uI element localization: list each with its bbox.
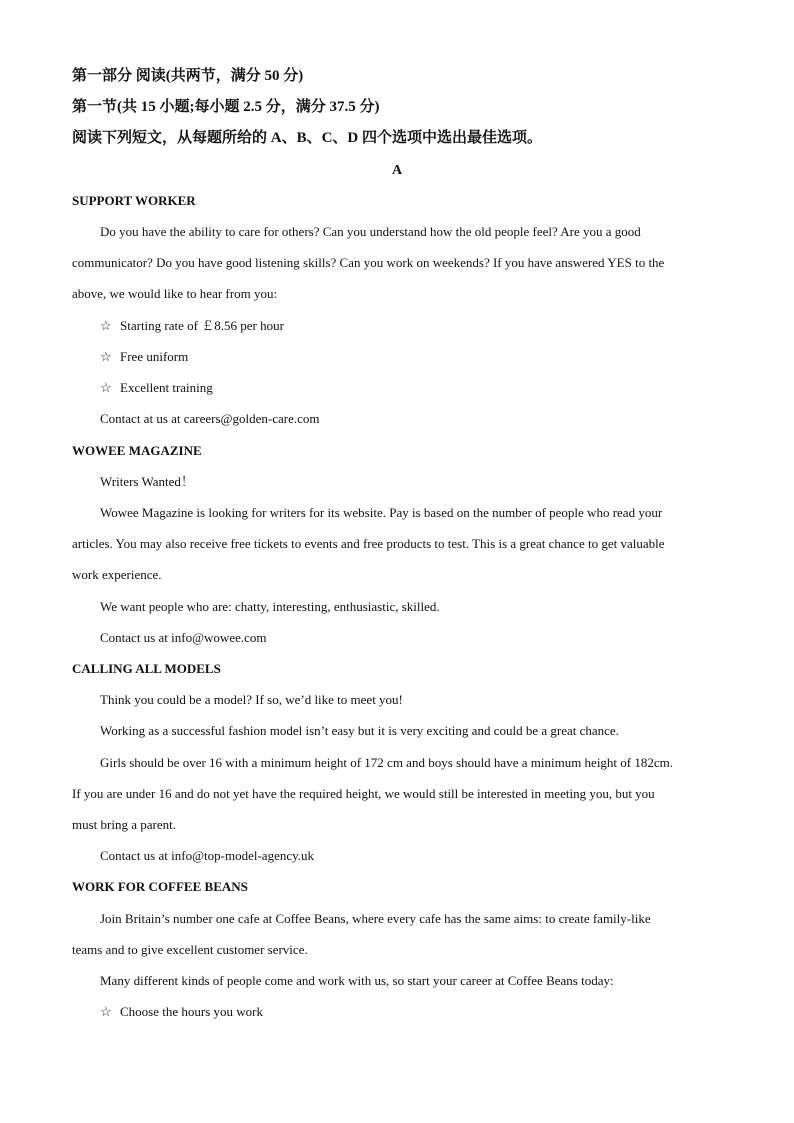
wowee-paragraph-line: Wowee Magazine is looking for writers for its website. Pay is based on the number of people who read your	[100, 505, 663, 520]
support-paragraph-line: above, we would like to hear from you:	[72, 286, 278, 301]
wowee-paragraph-line: articles. You may also receive free tickets to events and free products to test. This is a great chance to get valuable	[72, 536, 665, 551]
models-line: Think you could be a model? If so, we’d like to meet you!	[100, 692, 403, 707]
support-paragraph-line: Do you have the ability to care for others? Can you understand how the old people feel? Are you a good	[100, 224, 641, 239]
instructions: 阅读下列短文，从每题所给的 A、B、C、D 四个选项中选出最佳选项。	[72, 130, 543, 146]
wowee-contact: Contact us at info@wowee.com	[100, 630, 267, 645]
wowee-subtitle: Writers Wanted！	[100, 474, 194, 489]
coffee-paragraph-line: Many different kinds of people come and work with us, so start your career at Coffee Beans today:	[100, 973, 614, 988]
support-list-item: ☆ Starting rate of ￡8.56 per hour	[100, 318, 284, 333]
coffee-paragraph-line: Join Britain’s number one cafe at Coffee Beans, where every cafe has the same aims: to create family-like	[100, 911, 651, 926]
models-title: CALLING ALL MODELS	[72, 661, 221, 676]
star-bullet-icon: ☆	[100, 349, 112, 364]
support-list-item: ☆ Free uniform	[100, 349, 189, 364]
star-bullet-icon: ☆	[100, 380, 112, 395]
coffee-list-item: ☆ Choose the hours you work	[100, 1004, 263, 1019]
models-paragraph-line: Girls should be over 16 with a minimum height of 172 cm and boys should have a minimum height of 182cm.	[100, 755, 674, 770]
wowee-paragraph-line: work experience.	[72, 567, 162, 582]
support-list-item: ☆ Excellent training	[100, 380, 213, 395]
star-bullet-icon: ☆	[100, 318, 112, 333]
wowee-magazine-title: WOWEE MAGAZINE	[72, 443, 202, 458]
wowee-requirements: We want people who are: chatty, interesting, enthusiastic, skilled.	[100, 599, 440, 614]
models-contact: Contact us at info@top-model-agency.uk	[100, 848, 315, 863]
section-heading-section-one: 第一节(共 15 小题;每小题 2.5 分，满分 37.5 分)	[72, 99, 380, 115]
passage-letter: A	[391, 163, 403, 178]
coffee-beans-title: WORK FOR COFFEE BEANS	[72, 879, 248, 894]
support-contact: Contact at us at careers@golden-care.com	[100, 411, 320, 426]
support-worker-title: SUPPORT WORKER	[72, 193, 196, 208]
support-paragraph-line: communicator? Do you have good listening skills? Can you work on weekends? If you have answered YES to the	[72, 255, 665, 270]
models-paragraph-line: If you are under 16 and do not yet have the required height, we would still be interested in meeting you, but you	[72, 786, 655, 801]
section-heading-part-one: 第一部分 阅读(共两节，满分 50 分)	[72, 68, 304, 84]
models-line: Working as a successful fashion model isn’t easy but it is very exciting and could be a great chance.	[100, 723, 619, 738]
star-bullet-icon: ☆	[100, 1004, 112, 1019]
models-paragraph-line: must bring a parent.	[72, 817, 176, 832]
coffee-paragraph-line: teams and to give excellent customer service.	[72, 942, 308, 957]
